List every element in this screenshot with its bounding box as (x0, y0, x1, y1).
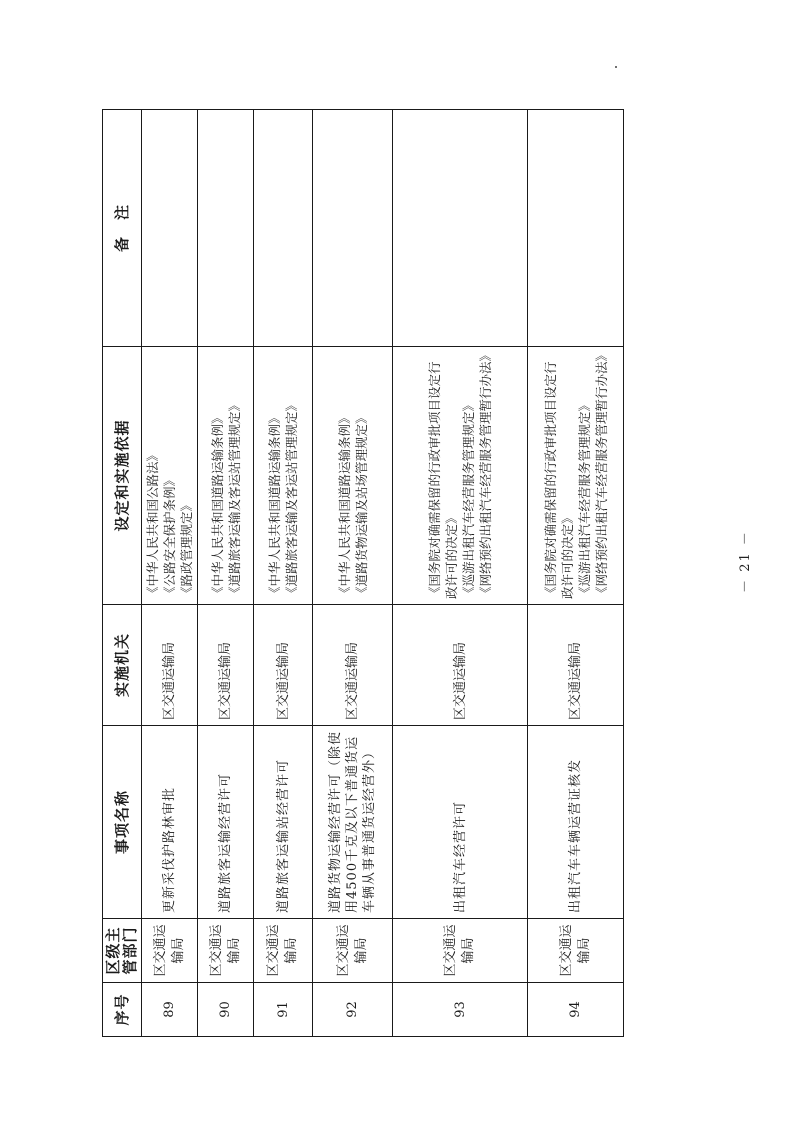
row-dept: 区交通运输局 (313, 919, 393, 983)
basis-line: 《巡游出租汽车经营服务管理规定》 (461, 398, 476, 599)
header-note: 备 注 (103, 110, 142, 347)
row-note (254, 110, 313, 347)
row-agency: 区交通运输局 (254, 605, 313, 726)
header-agency: 实施机关 (103, 605, 142, 726)
basis-line: 《道路旅客运输及客运站管理规定》 (284, 398, 299, 599)
row-note (393, 110, 528, 347)
header-item: 事项名称 (103, 726, 142, 919)
basis-line: 《网络预约出租汽车经营服务管理暂行办法》 (593, 348, 609, 599)
table-row (528, 110, 624, 1037)
row-agency: 区交通运输局 (198, 605, 254, 726)
row-item: 更新采伐护路林审批 (142, 726, 198, 919)
basis-line: 《巡游出租汽车经营服务管理规定》 (576, 398, 592, 599)
row-basis (528, 347, 624, 605)
row-note (198, 110, 254, 347)
basis-line: 《中华人民共和国道路运输条例》 (336, 411, 352, 599)
row-agency: 区交通运输局 (393, 605, 528, 726)
row-item: 道路货物运输经营许可（除使用4500千克及以下普通货运车辆从事普通货运经营外） (313, 726, 393, 919)
header-dept: 区级主管部门 (103, 919, 142, 983)
header-basis: 设定和实施依据 (103, 347, 142, 605)
row-basis (313, 347, 393, 605)
row-basis (254, 347, 313, 605)
basis-line: 《中华人民共和国公路法》 (145, 448, 160, 599)
table-row (393, 110, 528, 1037)
basis-line: 《国务院对确需保留的行政审批项目设定行政许可的决定》 (427, 361, 459, 599)
row-item: 道路旅客运输站经营许可 (254, 726, 313, 919)
row-note (142, 110, 198, 347)
row-item: 道路旅客运输经营许可 (198, 726, 254, 919)
row-seq: 90 (198, 983, 254, 1037)
row-note (528, 110, 624, 347)
row-seq: 89 (142, 983, 198, 1037)
page-number: － 21 － (737, 530, 753, 593)
row-note (313, 110, 393, 347)
basis-line: 《道路货物运输及站场管理规定》 (353, 411, 369, 599)
table-row (254, 110, 313, 1037)
stray-mark (615, 66, 617, 68)
basis-line: 《中华人民共和国道路运输条例》 (209, 411, 225, 599)
basis-line: 《路政管理规定》 (179, 498, 194, 599)
table-row (313, 110, 393, 1037)
basis-line: 《国务院对确需保留的行政审批项目设定行政许可的决定》 (542, 361, 575, 599)
row-item: 出租汽车车辆运营证核发 (528, 726, 624, 919)
row-dept: 区交通运输局 (254, 919, 313, 983)
table-row (198, 110, 254, 1037)
table-header-row (103, 110, 142, 1037)
row-seq: 94 (528, 983, 624, 1037)
row-seq: 93 (393, 983, 528, 1037)
row-agency: 区交通运输局 (528, 605, 624, 726)
row-seq: 91 (254, 983, 313, 1037)
row-dept: 区交通运输局 (142, 919, 198, 983)
row-item: 出租汽车经营许可 (393, 726, 528, 919)
row-basis (198, 347, 254, 605)
basis-line: 《公路安全保护条例》 (162, 473, 177, 599)
row-seq: 92 (313, 983, 393, 1037)
basis-line: 《道路旅客运输及客运站管理规定》 (226, 398, 242, 599)
row-dept: 区交通运输局 (393, 919, 528, 983)
basis-line: 《网络预约出租汽车经营服务管理暂行办法》 (478, 348, 493, 599)
rotated-table-container (102, 110, 609, 1037)
table-row (142, 110, 198, 1037)
row-agency: 区交通运输局 (313, 605, 393, 726)
row-agency: 区交通运输局 (142, 605, 198, 726)
approval-items-table (102, 109, 624, 1037)
row-basis (142, 347, 198, 605)
row-dept: 区交通运输局 (528, 919, 624, 983)
basis-line: 《中华人民共和国道路运输条例》 (267, 411, 282, 599)
header-seq: 序号 (103, 983, 142, 1037)
row-dept: 区交通运输局 (198, 919, 254, 983)
row-basis (393, 347, 528, 605)
